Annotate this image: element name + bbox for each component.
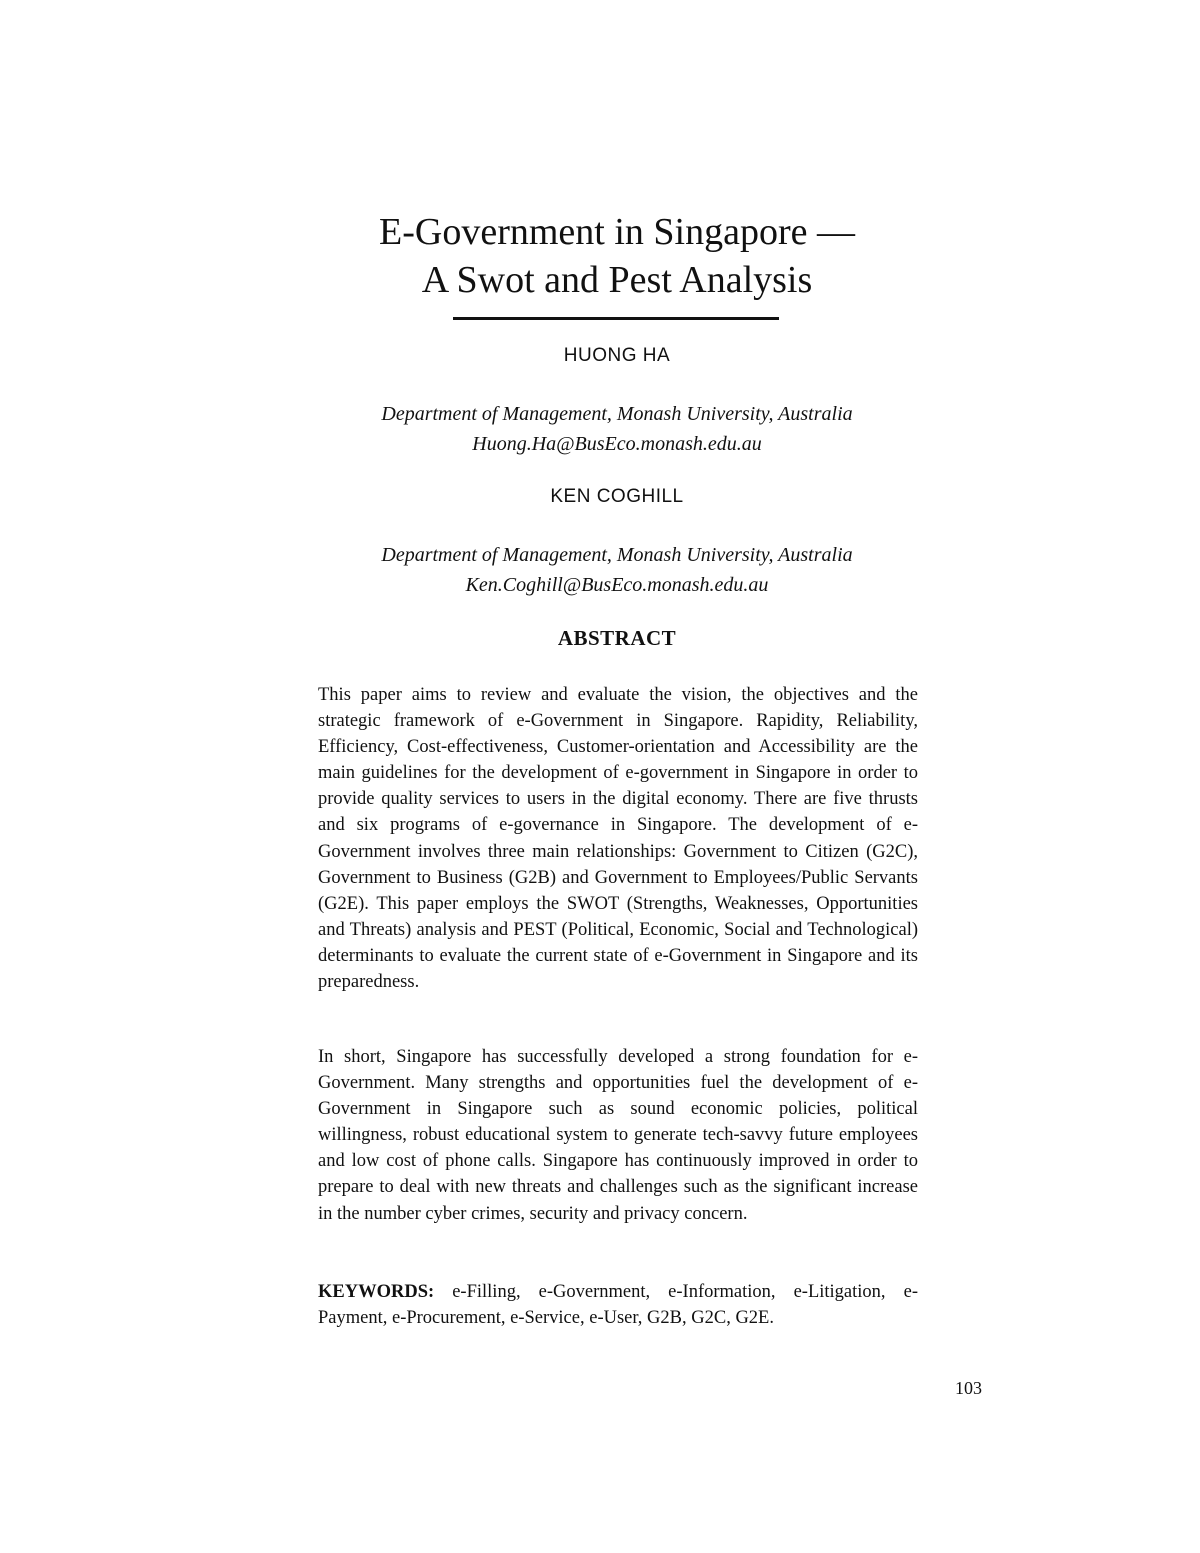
keywords-paragraph [318, 1279, 918, 1331]
abstract-paragraph-2: In short, Singapore has successfully developed a strong foundation for e-Government. Many strengths and opportunities fuel the development of e-Government in Singapore such as sound economic policies, political willingness, robust educational system to generate tech-savvy future employees and low cost of phone calls. Singapore has continuously improved in order to prepare to deal with new threats and challenges such as the significant increase in the number cyber crimes, security and privacy concern. [318, 1047, 918, 1224]
author-1-department: Department of Management, Monash University, Australia [381, 403, 853, 425]
paper-title-line-1: E-Government in Singapore — [379, 211, 855, 253]
author-1-email: Huong.Ha@BusEco.monash.edu.au [472, 433, 762, 455]
author-2-affiliation [0, 540, 1200, 600]
author-2-department: Department of Management, Monash University, Australia [381, 544, 853, 566]
author-2-email: Ken.Coghill@BusEco.monash.edu.au [465, 574, 769, 596]
keywords-list: e-Filling, e-Government, e-Information, e-Litigation, e-Payment, e-Procurement, e-Service, e-User, G2B, G2C, G2E. [318, 1282, 918, 1329]
keywords-label: KEYWORDS: [318, 1282, 435, 1302]
paper-title [0, 208, 1200, 304]
author-1-affiliation [0, 399, 1200, 459]
page-number: 103 [955, 1378, 982, 1398]
paper-title-line-2: A Swot and Pest Analysis [421, 259, 813, 301]
author-1-name: HUONG HA [563, 345, 671, 366]
title-divider [453, 317, 779, 320]
abstract-heading: ABSTRACT [557, 626, 677, 650]
abstract-paragraph-1: This paper aims to review and evaluate the vision, the objectives and the strategic framework of e-Government in Singapore. Rapidity, Reliability, Efficiency, Cost-effectiveness, Customer-orientation and Accessibility are the main guidelines for the development of e-government in Singapore in order to provide quality services to users in the digital economy. There are five thrusts and six programs of e-governance in Singapore. The development of e-Government involves three main relationships: Government to Citizen (G2C), Government to Business (G2B) and Government to Employees/Public Servants (G2E). This paper employs the SWOT (Strengths, Weaknesses, Opportunities and Threats) analysis and PEST (Political, Economic, Social and Technological) determinants to evaluate the current state of e-Government in Singapore and its preparedness. [318, 685, 918, 993]
author-2-name: KEN COGHILL [550, 486, 684, 507]
